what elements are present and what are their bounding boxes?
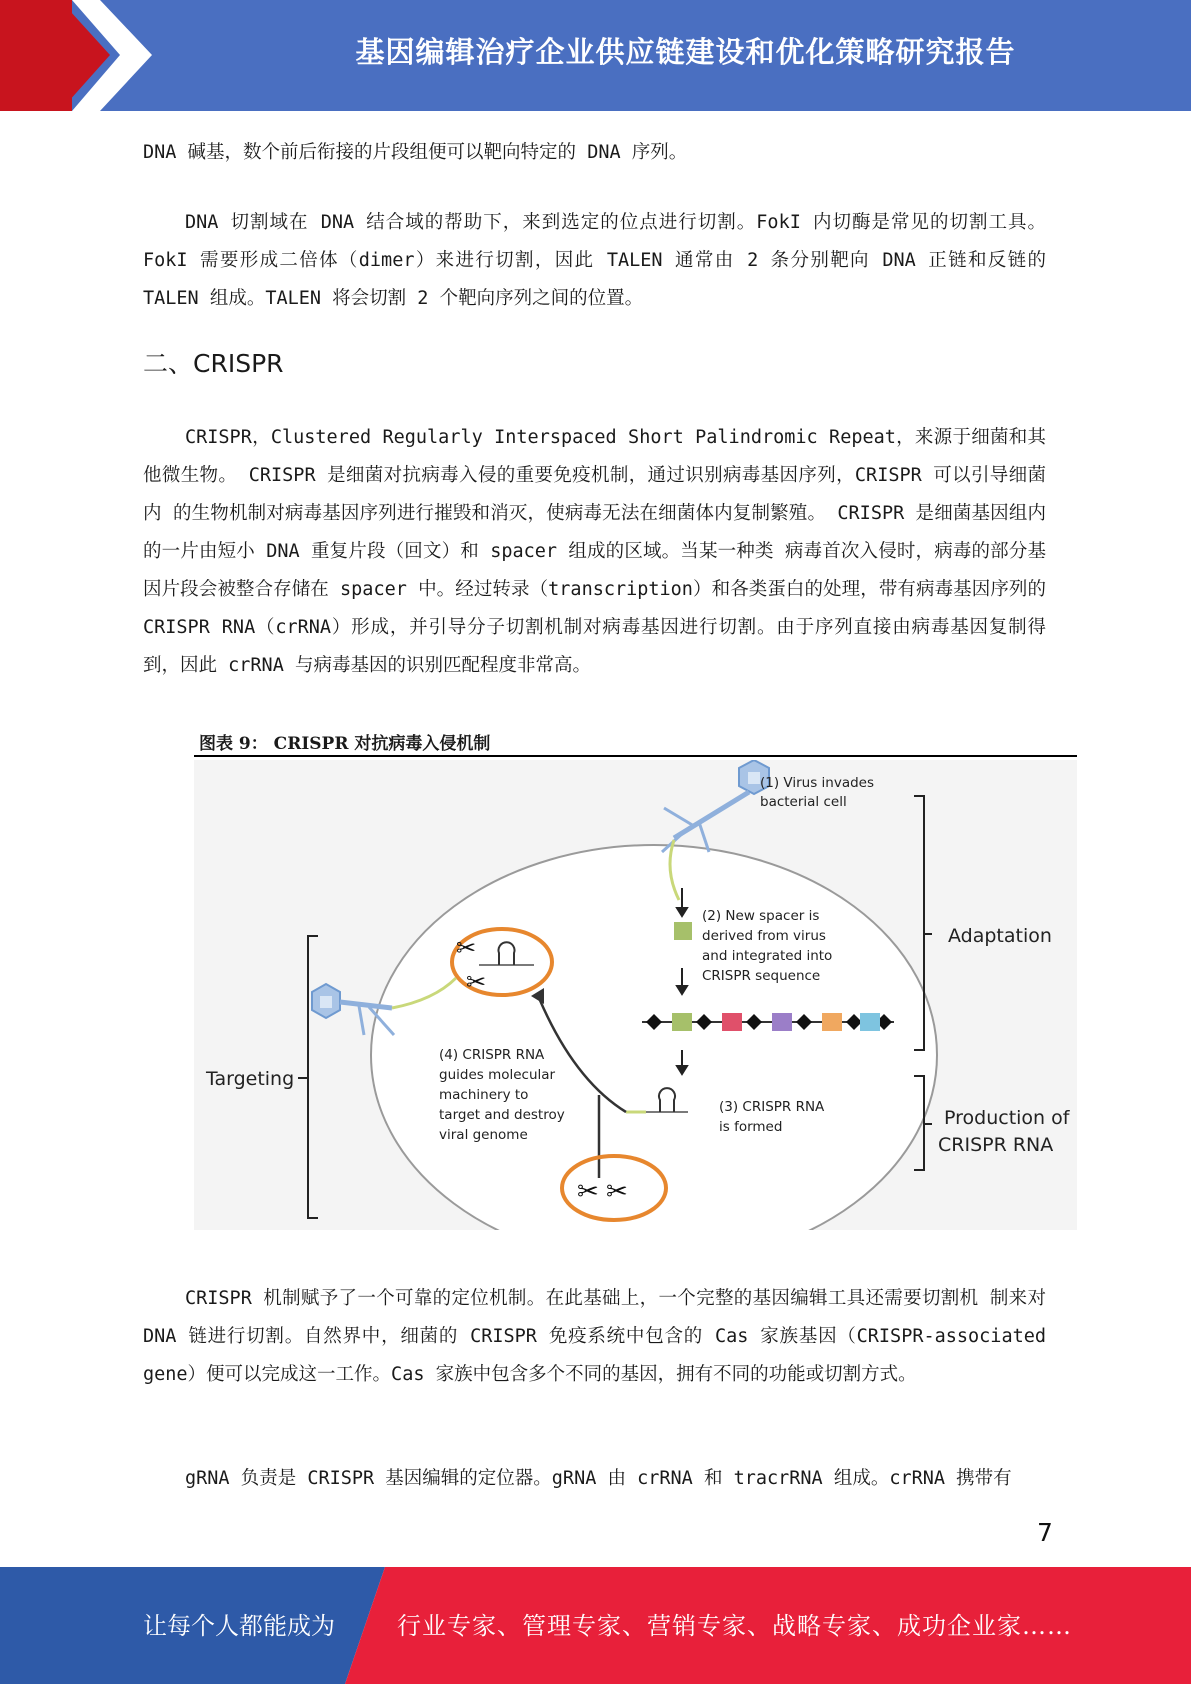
step3-line1: (3) CRISPR RNA bbox=[719, 1099, 825, 1115]
label-adaptation: Adaptation bbox=[948, 925, 1052, 947]
svg-text:✂: ✂ bbox=[606, 1177, 628, 1207]
header-chevron-graphic bbox=[0, 0, 160, 111]
step1-line1: (1) Virus invades bbox=[760, 775, 875, 791]
step4-line5: viral genome bbox=[439, 1127, 528, 1143]
new-spacer-square bbox=[674, 922, 692, 940]
footer-slogan-left: 让每个人都能成为 bbox=[143, 1612, 335, 1640]
step2-line2: derived from virus bbox=[702, 928, 826, 944]
step2-line4: CRISPR sequence bbox=[702, 968, 821, 984]
step2-line3: and integrated into bbox=[702, 948, 833, 964]
section-heading: 二、CRISPR bbox=[143, 349, 284, 378]
header-title: 基因编辑治疗企业供应链建设和优化策略研究报告 bbox=[355, 34, 1016, 69]
page-number: 7 bbox=[1037, 1518, 1053, 1547]
paragraph-cas-family: CRISPR 机制赋予了一个可靠的定位机制。在此基础上，一个完整的基因编辑工具还需要切割机 制来对 DNA 链进行切割。自然界中，细菌的 CRISPR 免疫系统中包含的 Cas 家族基因（CRISPR-associated gene）便可以完成这一工作。Cas 家族中包含多个不同的基因，拥有不同的功能或切割方式。 bbox=[143, 1288, 1046, 1385]
step4-line1: (4) CRISPR RNA bbox=[439, 1047, 545, 1063]
svg-text:✂: ✂ bbox=[577, 1177, 599, 1207]
svg-text:✂: ✂ bbox=[456, 934, 477, 962]
page-header bbox=[0, 0, 1191, 111]
label-targeting: Targeting bbox=[206, 1068, 295, 1090]
label-production-2: CRISPR RNA bbox=[938, 1134, 1054, 1156]
step2-line1: (2) New spacer is bbox=[702, 908, 820, 924]
label-production-1: Production of bbox=[944, 1107, 1070, 1129]
bacterial-cell bbox=[371, 845, 937, 1230]
paragraph-grna: gRNA 负责是 CRISPR 基因编辑的定位器。gRNA 由 crRNA 和 tracrRNA 组成。crRNA 携带有 bbox=[185, 1468, 1012, 1489]
footer-slogan-right: 行业专家、管理专家、营销专家、战略专家、成功企业家…… bbox=[397, 1612, 1072, 1640]
svg-text:✂: ✂ bbox=[466, 968, 487, 996]
step4-line3: machinery to bbox=[439, 1087, 529, 1103]
figure-caption-rule bbox=[194, 755, 1077, 757]
figure-caption: 图表 9： CRISPR 对抗病毒入侵机制 bbox=[199, 734, 491, 754]
bracket-targeting bbox=[298, 936, 318, 1218]
step3-line2: is formed bbox=[719, 1119, 783, 1135]
step4-line4: target and destroy bbox=[439, 1107, 565, 1123]
page-footer bbox=[0, 1567, 1191, 1684]
paragraph-dna-cleavage: DNA 切割域在 DNA 结合域的帮助下，来到选定的位点进行切割。FokI 内切酶是常见的切割工具。 FokI 需要形成二倍体（dimer）来进行切割，因此 TALEN 通常由 2 条分别靶向 DNA 正链和反链的 TALEN 组成。TALEN 将会切割 2 个靶向序列之间的位置。 bbox=[143, 212, 1046, 309]
crispr-mechanism-figure bbox=[194, 760, 1077, 1230]
paragraph-crispr-intro: CRISPR，Clustered Regularly Interspaced Short Palindromic Repeat，来源于细菌和其他微生物。 CRISPR 是细菌对抗病毒入侵的重要免疫机制，通过识别病毒基因序列，CRISPR 可以引导细菌内 的生物机制对病毒基因序列进行摧毁和消灭，使病毒无法在细菌体内复制繁殖。 CRISPR 是细菌基因组内的一片由短小 DNA 重复片段（回文）和 spacer 组成的区域。当某一种类 病毒首次入侵时，病毒的部分基因片段会被整合存储在 spacer 中。经过转录（transcription）和各类蛋白的处理，带有病毒基因序列的 CRISPR RNA（crRNA）形成，并引导分子切割机制对病毒基因进行切割。由于序列直接由病毒基因复制得到，因此 crRNA 与病毒基因的识别匹配程度非常高。 bbox=[143, 427, 1046, 676]
step1-line2: bacterial cell bbox=[760, 794, 847, 810]
step4-line2: guides molecular bbox=[439, 1067, 556, 1083]
paragraph-dna-bases: DNA 碱基，数个前后衔接的片段组便可以靶向特定的 DNA 序列。 bbox=[143, 142, 688, 163]
